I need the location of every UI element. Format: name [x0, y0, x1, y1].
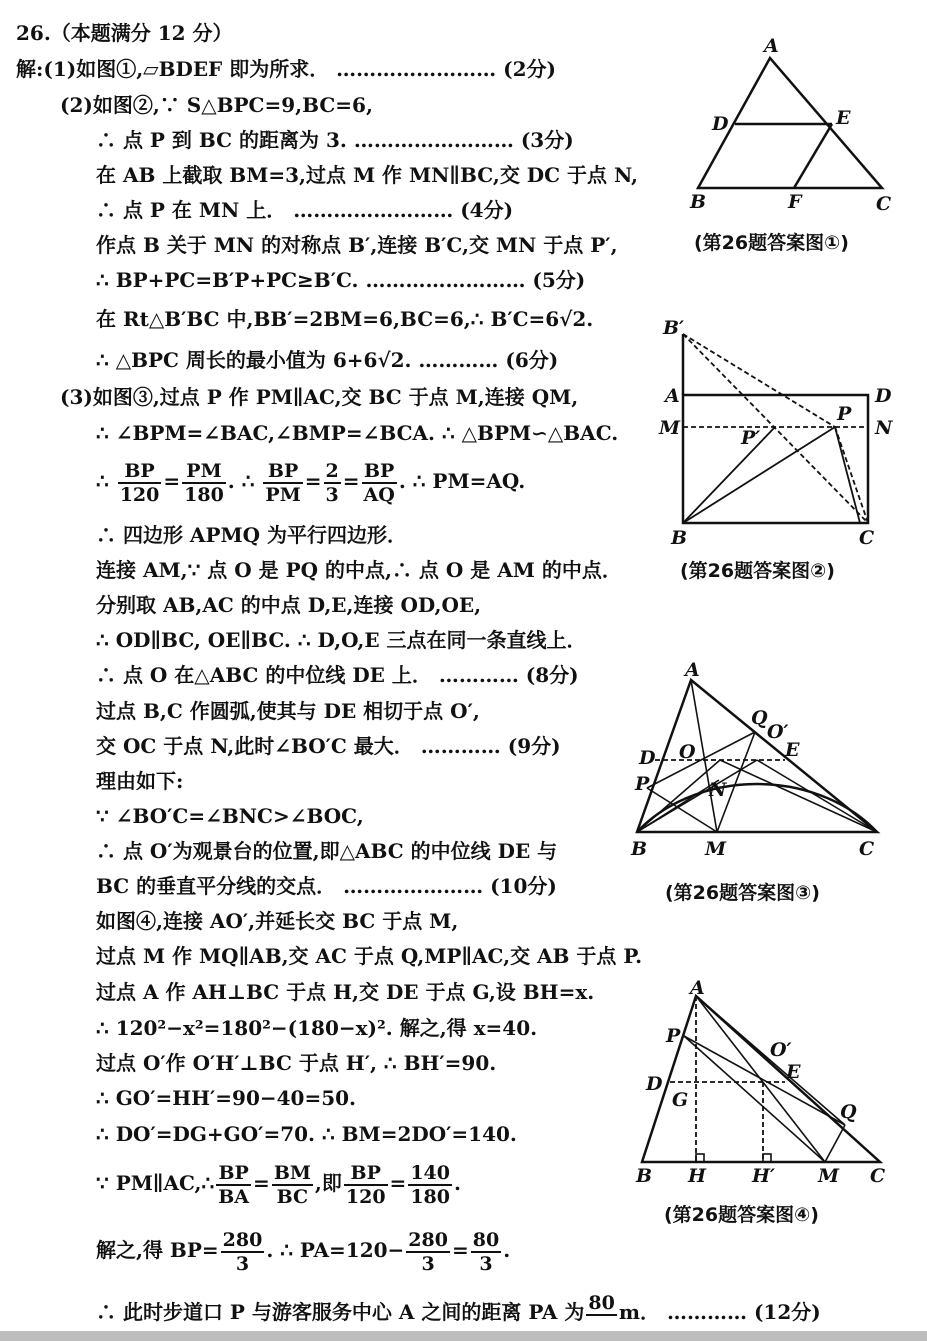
label-A: A	[685, 660, 700, 681]
fraction: $\frac{80}{3}$	[472, 1228, 500, 1275]
solution-line-5: ∴ 点 P 在 MN 上． …………………… (4分)	[96, 198, 514, 222]
fraction: $\frac{2}{3}$	[325, 459, 339, 506]
label-M: M	[659, 417, 681, 439]
solution-line-7: ∴ BP+PC=B′P+PC≥B′C. …………………… (5分)	[96, 268, 586, 292]
solution-line-17: ∴ 点 O 在△ABC 的中位线 DE 上． ………… (8分)	[96, 663, 579, 687]
solution-line-31: ∵ PM∥AC,∴ $\frac{BP}{BA}$ = $\frac{BM}{BC}$ ,即 $\frac{BP}{120}$ = $\frac{140}{180}$ .	[96, 1161, 461, 1208]
solution-line-4: 在 AB 上截取 BM=3,过点 M 作 MN∥BC,交 DC 于点 N,	[96, 163, 638, 187]
fraction: $\frac{BP}{AQ}$	[363, 459, 395, 506]
label-B: B	[690, 191, 707, 213]
label-B-prime: B′	[663, 317, 685, 339]
label-O-prime: O′	[767, 721, 789, 743]
label-H-prime: H′	[752, 1165, 775, 1187]
fraction: $\frac{280}{3}$	[408, 1228, 448, 1275]
label-C: C	[870, 1165, 886, 1187]
figure-1-triangle	[680, 36, 900, 216]
label-C: C	[859, 527, 875, 548]
label-P: P	[837, 403, 852, 425]
fraction: $\frac{BM}{BC}$	[273, 1161, 311, 1208]
solution-line-24: 如图④,连接 AO′,并延长交 BC 于点 M,	[96, 909, 459, 933]
label-C: C	[876, 193, 892, 215]
solution-line-26: 过点 A 作 AH⊥BC 于点 H,交 DE 于点 G,设 BH=x.	[96, 980, 595, 1004]
label-D: D	[639, 747, 656, 769]
solution-line-25: 过点 M 作 MQ∥AB,交 AC 于点 Q,MP∥AC,交 AB 于点 P.	[96, 944, 643, 968]
solution-line-6: 作点 B 关于 MN 的对称点 B′,连接 B′C,交 MN 于点 P′,	[96, 233, 618, 257]
label-E: E	[785, 739, 800, 761]
fraction: $\frac{280}{3}$	[222, 1228, 263, 1275]
solution-line-9: ∴ △BPC 周长的最小值为 6+6√2. ………… (6分)	[96, 348, 559, 372]
solution-line-27: ∴ 120²−x²=180²−(180−x)². 解之,得 x=40.	[96, 1016, 538, 1040]
solution-line-15: 分别取 AB,AC 的中点 D,E,连接 OD,OE,	[96, 593, 482, 617]
label-Q: Q	[840, 1101, 857, 1123]
solution-line-14: 连接 AM,∵ 点 O 是 PQ 的中点,∴ 点 O 是 AM 的中点．	[96, 558, 622, 582]
solution-line-19: 交 OC 于点 N,此时∠BO′C 最大． ………… (9分)	[96, 734, 561, 758]
label-E: E	[836, 107, 851, 129]
label-A: A	[690, 980, 705, 999]
figure-2-rectangle	[655, 312, 905, 548]
label-B: B	[636, 1165, 653, 1187]
label-P-prime: P′	[741, 427, 761, 449]
solution-line-23: BC 的垂直平分线的交点． ………………… (10分)	[96, 874, 557, 898]
label-O: O	[679, 741, 696, 763]
solution-line-11: ∴ ∠BPM=∠BAC,∠BMP=∠BCA. ∴ △BPM∽△BAC.	[96, 421, 619, 445]
label-A: A	[764, 36, 779, 57]
label-A: A	[665, 385, 680, 407]
fraction: $\frac{PM}{180}$	[184, 459, 224, 506]
label-M: M	[818, 1165, 840, 1187]
label-E: E	[786, 1061, 801, 1083]
solution-line-2: (2)如图②,∵ S△BPC=9,BC=6,	[60, 93, 373, 117]
label-D: D	[712, 113, 729, 135]
label-D: D	[875, 385, 892, 407]
label-B: B	[631, 838, 648, 860]
problem-header: 26.（本题满分 12 分）	[16, 21, 233, 45]
label-C: C	[859, 838, 875, 860]
label-P: P	[666, 1025, 681, 1047]
label-P: P	[635, 773, 650, 795]
fraction: $\frac{BP}{120}$	[345, 1161, 386, 1208]
solution-line-22: ∴ 点 O′为观景台的位置,即△ABC 的中位线 DE 与	[96, 839, 558, 863]
label-N: N	[709, 779, 727, 801]
solution-line-8: 在 Rt△B′BC 中,BB′=2BM=6,BC=6,∴ B′C=6√2.	[96, 307, 594, 331]
figure-4-caption: (第26题答案图④)	[664, 1204, 819, 1226]
label-Q: Q	[751, 707, 768, 729]
solution-line-21: ∵ ∠BO′C=∠BNC>∠BOC,	[96, 804, 364, 828]
label-O-prime: O′	[770, 1039, 792, 1061]
solution-line-29: ∴ GO′=HH′=90−40=50.	[96, 1086, 357, 1110]
figure-3-triangle-arc	[625, 660, 895, 860]
label-D: D	[646, 1073, 663, 1095]
solution-line-32: 解之,得 BP= $\frac{280}{3}$ . ∴ PA=120− $\frac{280}{3}$ = $\frac{80}{3}$ .	[96, 1228, 511, 1275]
fraction: $\frac{BP}{PM}$	[265, 459, 301, 506]
solution-line-28: 过点 O′作 O′H′⊥BC 于点 H′, ∴ BH′=90.	[96, 1051, 497, 1075]
fraction: $\frac{BP}{120}$	[119, 459, 160, 506]
solution-line-10: (3)如图③,过点 P 作 PM∥AC,交 BC 于点 M,连接 QM,	[60, 385, 579, 409]
fraction: $\frac{BP}{BA}$	[218, 1161, 250, 1208]
solution-line-3: ∴ 点 P 到 BC 的距离为 3. …………………… (3分)	[96, 128, 574, 152]
page-bottom-edge	[0, 1331, 927, 1341]
fraction: $\frac{140}{180}$	[410, 1161, 450, 1208]
solution-line-13: ∴ 四边形 APMQ 为平行四边形．	[96, 523, 408, 547]
figure-1-caption: (第26题答案图①)	[694, 232, 849, 254]
fraction: 80	[588, 1292, 615, 1314]
figure-3-caption: (第26题答案图③)	[665, 882, 820, 904]
solution-line-30: ∴ DO′=DG+GO′=70. ∴ BM=2DO′=140.	[96, 1122, 517, 1146]
solution-line-20: 理由如下:	[96, 769, 184, 793]
label-B: B	[671, 527, 688, 548]
solution-line-33: ∴ 此时步道口 P 与游客服务中心 A 之间的距离 PA 为 80 m． ………… (12分)	[96, 1292, 821, 1324]
label-G: G	[672, 1089, 689, 1111]
solution-line-16: ∴ OD∥BC, OE∥BC. ∴ D,O,E 三点在同一条直线上．	[96, 628, 587, 652]
label-H: H	[688, 1165, 706, 1187]
label-N: N	[875, 417, 893, 439]
solution-line-18: 过点 B,C 作圆弧,使其与 DE 相切于点 O′,	[96, 699, 480, 723]
solution-line-1: 解:(1)如图①,▱BDEF 即为所求． …………………… (2分)	[16, 57, 556, 81]
figure-2-caption: (第26题答案图②)	[680, 560, 835, 582]
solution-line-12: ∴ $\frac{BP}{120}$ = $\frac{PM}{180}$ . ∴ $\frac{BP}{PM}$ = $\frac{2}{3}$ = $\frac{BP}{AQ}$ . ∴ PM=AQ.	[96, 459, 526, 506]
figure-4-triangle	[630, 980, 900, 1190]
label-F: F	[788, 191, 802, 213]
label-M: M	[705, 838, 727, 860]
